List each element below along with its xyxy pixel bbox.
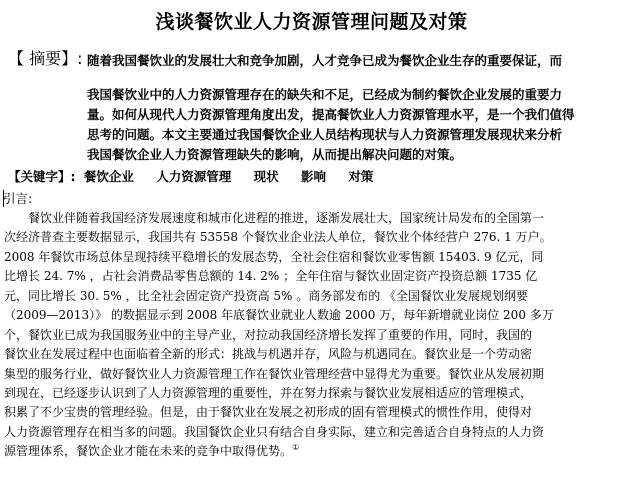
body-line: 到现在，已经逐步认识到了人力资源管理的重要性，并在努力探索与餐饮业发展相适应的管理模式，	[4, 385, 533, 400]
abstract-line: 我国餐饮业中的人力资源管理存在的缺失和不足，已经成为制约餐饮企业发展的重要力	[87, 87, 563, 102]
body-line: 人力资源管理存在相当多的问题。我国餐饮企业只有结合自身实际，建立和完善适合自身特点的人力资	[4, 424, 545, 439]
body-line: 元，同比增长 30. 5% ，比全社会固定资产投资高 5% 。商务部发布的 《全国餐饮业发展规划纲要	[4, 288, 529, 303]
body-line: （2009—2013）》 的数据显示到 2008 年底餐饮业就业人数逾 2000 万，每年新增就业岗位 200 多万	[4, 308, 554, 323]
keyword: 影响	[300, 169, 326, 184]
body-line-last	[4, 442, 618, 461]
body-paragraph	[4, 209, 618, 462]
body-line: 集型的服务行业，做好餐饮业人力资源管理工作在餐饮业管理经营中显得尤为重要。餐饮业从发展初期	[4, 366, 545, 381]
keyword: 现状	[253, 169, 279, 184]
body-line: 次经济普查主要数据显示，我国共有 53558 个餐饮业企业法人单位，餐饮业个体经营户 276. 1 万户。	[4, 230, 552, 245]
abstract-text	[87, 51, 617, 165]
body-line: 餐饮业在发展过程中也面临着全新的形式：挑战与机遇并存，风险与机遇同在。餐饮业是一个劳动密	[4, 347, 533, 362]
abstract-line: 量。如何从现代人力资源管理角度出发，提高餐饮业人力资源管理水平，是一个我们值得	[87, 107, 575, 122]
keyword: 餐饮企业	[83, 169, 134, 184]
keyword: 对策	[348, 169, 374, 184]
abstract-line: 思考的问题。本文主要通过我国餐饮企业人员结构现状与人力资源管理发展现状来分析	[87, 127, 563, 142]
keywords-label: 【关键字】:	[8, 169, 76, 184]
paper-title: 浅谈餐饮业人力资源管理问题及对策	[155, 11, 468, 33]
body-line: 餐饮业伴随着我国经济发展速度和城市化进程的推进，逐渐发展壮大，国家统计局发布的全国第一	[28, 211, 545, 225]
keyword: 人力资源管理	[156, 169, 232, 184]
intro-heading: 引言:	[3, 191, 33, 206]
body-line: 积累了不少宝贵的管理经验。但是，由于餐饮业在发展之初形成的固有管理模式的惯性作用，使得对	[4, 405, 533, 420]
body-line: 比增长 24. 7% ，占社会消费品零售总额的 14. 2% ；全年住宿与餐饮业固定资产投资总额 1735 亿	[4, 269, 538, 284]
abstract-line: 我国餐饮企业人力资源管理缺失的影响，从而提出解决问题的对策。	[87, 147, 463, 162]
body-line-text: 源管理体系，餐饮企业才能在未来的竞争中取得优势。	[4, 444, 293, 459]
abstract-line-gap	[87, 71, 617, 85]
abstract-line: 随着我国餐饮业的发展壮大和竞争加剧，人才竞争已成为餐饮企业生存的重要保证，而	[87, 53, 563, 68]
body-line: 2008 年餐饮市场总体呈现持续平稳增长的发展态势，全社会住宿和餐饮业零售额 15403. 9 亿元，同	[4, 249, 544, 264]
keywords-line	[8, 168, 391, 186]
abstract-label: 【 摘要】:	[8, 49, 83, 68]
footnote-mark[interactable]: ①	[292, 443, 300, 453]
body-line: 个，餐饮业已成为我国服务业中的主导产业，对拉动我国经济增长发挥了重要的作用，同时，我国的	[4, 327, 533, 342]
